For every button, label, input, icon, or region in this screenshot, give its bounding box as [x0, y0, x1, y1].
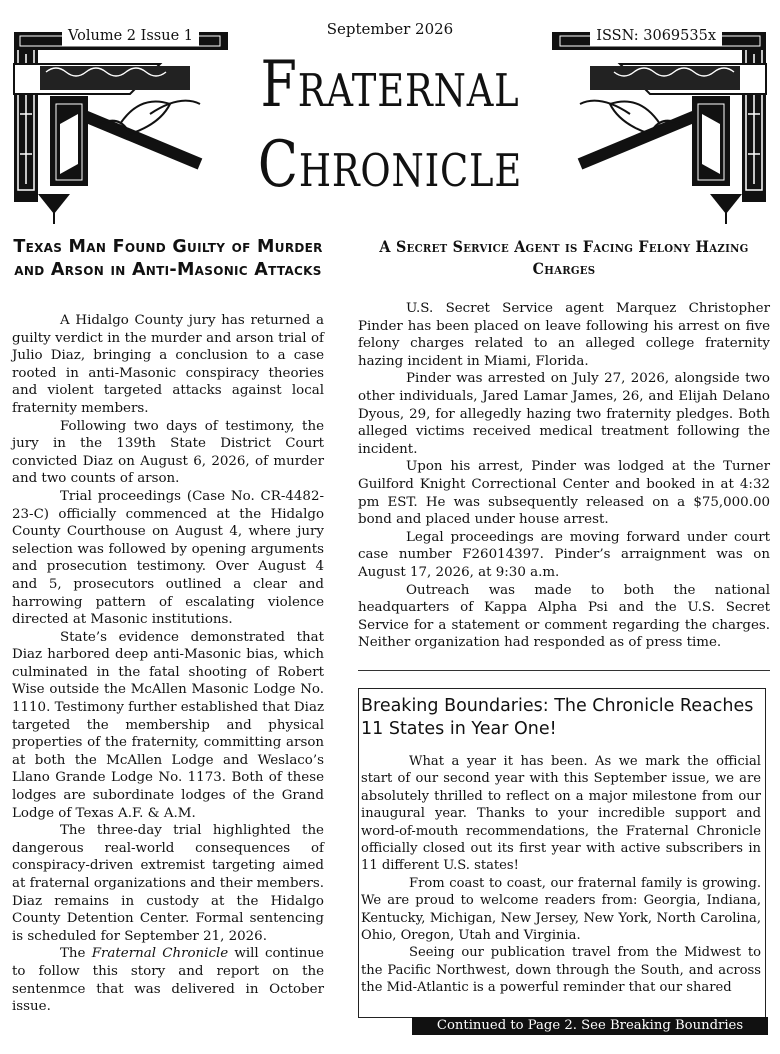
left-article [12, 236, 324, 1016]
closing-post: will continue to follow this story and report on the sentenmce that was delivered in October issue. [12, 946, 324, 1015]
paragraph: U.S. Secret Service agent Marquez Christopher Pinder has been placed on leave following his arrest on five felony charges related to an alleged college fraternity hazing incident in Miami, Florida. [358, 301, 770, 369]
boxed-article [358, 688, 766, 1018]
nameplate-word-1: Fraternal [260, 48, 520, 122]
continued-banner: Continued to Page 2. See Breaking Boundries [412, 1017, 768, 1035]
paragraph: State’s evidence demonstrated that Diaz harbored deep anti-Masonic bias, which culminated in the fatal shooting of Robert Wise outside the McAllen Masonic Lodge No. 1110. Testimony further established that Diaz targeted the membership and physical properties of the fraternity, committing arson at both the McAllen Lodge and Weslaco’s Llano Grande Lodge No. 1173. Both of these lodges are subordinate lodges of the Grand Lodge of Texas A.F. & A.M. [12, 629, 324, 821]
paragraph: Seeing our publication travel from the Midwest to the Pacific Northwest, down through the South, and across the Mid-Atlantic is a powerful reminder that our shared [361, 945, 761, 996]
paragraph: Upon his arrest, Pinder was lodged at the Turner Guilford Knight Correctional Center and booked in at 4:32 pm EST. He was subsequently released on a $75,000.00 bond and placed under house arrest. [358, 459, 770, 528]
closing-pre: The [60, 946, 92, 962]
boxed-article-headline: Breaking Boundaries: The Chronicle Reaches 11 States in Year One! [361, 696, 754, 739]
paragraph: Following two days of testimony, the jury in the 139th State District Court convicted Diaz on August 6, 2026, of murder and two counts of arson. [12, 418, 324, 487]
publication-name: Fraternal Chronicle [91, 946, 229, 962]
left-article-body [12, 312, 324, 1016]
closing-paragraph [12, 945, 324, 1015]
paragraph: Pinder was arrested on July 27, 2026, alongside two other individuals, Jared Lamar James, 26, and Elijah Delano Dyous, 29, for allegedly hazing two fraternity pledges. Both alleged victims received medical treatment following the incident. [358, 371, 770, 457]
paragraph: From coast to coast, our fraternal family is growing. We are proud to welcome readers from: Georgia, Indiana, Kentucky, Michigan, New Jersey, New York, North Carolina, Ohio, Oregon, Utah and Virginia. [361, 875, 761, 944]
nameplate-word-2: Chronicle [257, 128, 523, 202]
left-article-headline: Texas Man Found Guilty of Murder and Arson in Anti-Masonic Attacks [13, 237, 323, 280]
volume-issue: Volume 2 Issue 1 [62, 26, 199, 46]
paragraph: Outreach was made to both the national headquarters of Kappa Alpha Psi and the U.S. Secret Service for a statement or comment regarding the charges. Neither organization had responded as of press time. [358, 582, 770, 651]
issue-date: September 2026 [326, 20, 454, 38]
paragraph: A Hidalgo County jury has returned a guilty verdict in the murder and arson trial of Julio Diaz, bringing a conclusion to a case rooted in anti-Masonic conspiracy theories and violent targeted attacks against local fraternity members. [12, 313, 324, 416]
section-divider [358, 670, 770, 671]
nameplate-line-2 [70, 128, 710, 202]
right-article-body [358, 300, 770, 652]
nameplate-line-1 [70, 48, 710, 122]
right-article [358, 236, 770, 652]
paragraph: The three-day trial highlighted the dangerous real-world consequences of conspiracy-driven extremist targeting aimed at fraternal organizations and their members. Diaz remains in custody at the Hidalgo County Detention Center. Formal sentencing is scheduled for September 21, 2026. [12, 823, 324, 944]
paragraph: What a year it has been. As we mark the official start of our second year with this September issue, we are absolutely thrilled to reflect on a major milestone from our inaugural year. Thanks to your incredible support and word-of-mouth recommendations, the Fraternal Chronicle officially closed out its first year with active subscribers in 11 different U.S. states! [361, 754, 761, 874]
boxed-article-body [361, 753, 761, 997]
paragraph: Legal proceedings are moving forward under court case number F26014397. Pinder’s arraignment was on August 17, 2026, at 9:30 a.m. [358, 529, 770, 580]
right-article-headline: A Secret Service Agent is Facing Felony Hazing Charges [379, 237, 749, 278]
paragraph: Trial proceedings (Case No. CR-4482-23-C) officially commenced at the Hidalgo County Courthouse on August 4, where jury selection was followed by opening arguments and prosecution testimony. Over August 4 and 5, prosecutors outlined a clear and harrowing pattern of escalating violence directed at Masonic institutions. [12, 488, 324, 628]
issn-number: ISSN: 3069535x [590, 26, 722, 46]
